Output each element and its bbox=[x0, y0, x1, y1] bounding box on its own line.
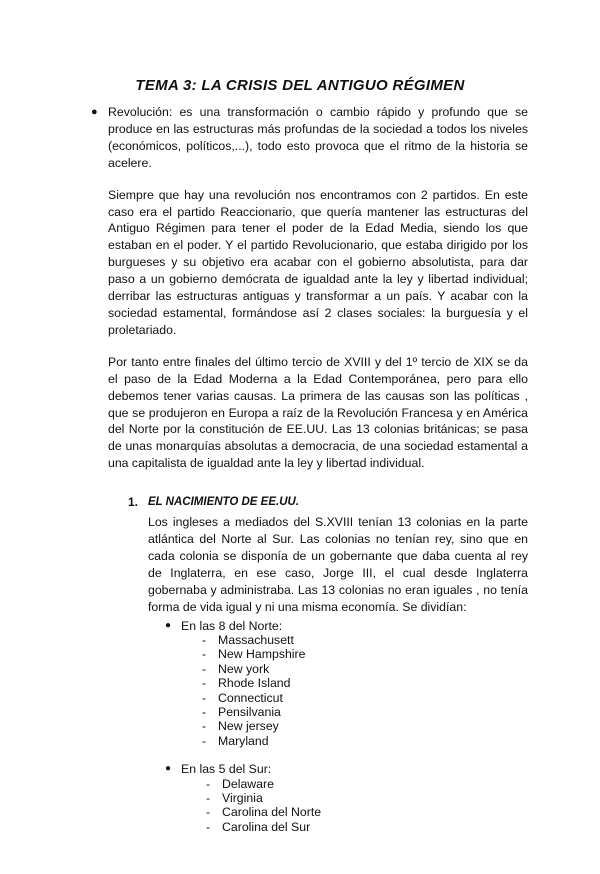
south-colonies-list bbox=[206, 777, 528, 835]
list-item bbox=[206, 805, 528, 819]
dash-icon: - bbox=[202, 676, 207, 691]
list-item bbox=[202, 662, 528, 676]
dash-icon: - bbox=[206, 805, 211, 820]
colony-item: Massachusett bbox=[218, 632, 294, 647]
north-heading bbox=[165, 619, 528, 633]
bullet-icon: ● bbox=[165, 619, 172, 631]
list-item bbox=[206, 777, 528, 791]
bullet-icon: ● bbox=[165, 763, 172, 775]
dash-icon: - bbox=[202, 632, 207, 647]
list-item bbox=[206, 791, 528, 805]
colony-item: Pensilvania bbox=[218, 705, 281, 719]
north-label: En las 8 del Norte: bbox=[181, 618, 283, 633]
dash-icon: - bbox=[206, 791, 211, 806]
list-item bbox=[202, 691, 528, 705]
list-item bbox=[202, 719, 528, 733]
dash-icon: - bbox=[202, 647, 207, 662]
south-label: En las 5 del Sur: bbox=[181, 762, 272, 777]
dash-icon: - bbox=[202, 705, 207, 719]
colonies-paragraph: Los ingleses a mediados del S.XVIII tenían 13 colonias en la parte atlántica del Norte al Sur. Las colonias no tenían rey, sino que en cada colonia se disponía de un gobernante que daba cuenta al rey de Inglaterra, en ese caso, Jorge III, el cual desde Inglaterra gobernaba y administraba. Las 13 colonias no eran iguales , no tenía forma de vida igual y ni una misma economía. Se dividían: bbox=[148, 515, 528, 614]
colony-item: Connecticut bbox=[218, 690, 283, 705]
colony-item: Carolina del Sur bbox=[222, 819, 311, 834]
colony-item: New york bbox=[218, 661, 270, 676]
section-heading-row bbox=[128, 494, 528, 510]
dash-icon: - bbox=[202, 719, 207, 734]
colony-item: New jersey bbox=[218, 719, 279, 734]
list-item bbox=[206, 820, 528, 834]
causes-paragraph: Por tanto entre finales del último tercio de XVIII y del 1º tercio de XIX se da el paso de la Edad Moderna a la Edad Contemporánea, pero para ello debemos tener varias causas. La primera de las causas son las políticas , que se produjeron en Europa a raíz de la Revolución Francesa y en América del Norte por la constitución de EE.UU. Las 13 colonias británicas; se pasa de unas monarquías absolutas a democracia, de una sociedad estamental a una capitalista de igualdad ante la ley y libertad individual. bbox=[108, 354, 528, 471]
dash-icon: - bbox=[202, 690, 207, 705]
section-number: 1. bbox=[128, 495, 139, 510]
dash-icon: - bbox=[206, 776, 211, 791]
dash-icon: - bbox=[206, 819, 211, 834]
colony-item: Carolina del Norte bbox=[222, 805, 322, 820]
dash-icon: - bbox=[202, 661, 207, 676]
section-heading: EL NACIMIENTO DE EE.UU. bbox=[148, 496, 300, 509]
colony-item: Delaware bbox=[222, 776, 274, 791]
parties-paragraph: Siempre que hay una revolución nos encontramos con 2 partidos. En este caso era el partido Reaccionario, que quería mantener las estructuras del Antiguo Régimen para tener el poder de la Edad Media, siendo los que estaban en el poder. Y el partido Revolucionario, que estaba dirigido por los burgueses y su objetivo era acabar con el gobierno absolutista, para dar paso a un gobierno demócrata de igualdad ante la ley y libertad individual; derribar las estructuras antiguas y transformar a un país. Y acabar con la sociedad estamental, formándose así 2 clases sociales: la burguesía y el proletariado. bbox=[108, 187, 528, 337]
north-colonies-list bbox=[202, 633, 528, 748]
list-item bbox=[202, 734, 528, 748]
south-heading bbox=[165, 762, 528, 776]
page-title: TEMA 3: LA CRISIS DEL ANTIGUO RÉGIMEN bbox=[135, 77, 465, 94]
list-item bbox=[202, 676, 528, 690]
definition-item bbox=[91, 104, 528, 172]
list-item bbox=[202, 647, 528, 661]
dash-icon: - bbox=[202, 733, 207, 748]
list-item bbox=[202, 705, 528, 719]
colony-item: Maryland bbox=[218, 733, 269, 748]
colony-item: Rhode Island bbox=[218, 676, 291, 691]
colony-item: Virginia bbox=[222, 791, 263, 806]
definition-paragraph: Revolución: es una transformación o cambio rápido y profundo que se produce en las estructuras más profundas de la sociedad a todos los niveles (económicos, políticos,...), todo esto provoca que el ritmo de la historia se acelere. bbox=[108, 105, 528, 170]
list-item bbox=[202, 633, 528, 647]
colony-item: New Hampshire bbox=[218, 647, 306, 662]
bullet-icon: ● bbox=[91, 106, 98, 118]
